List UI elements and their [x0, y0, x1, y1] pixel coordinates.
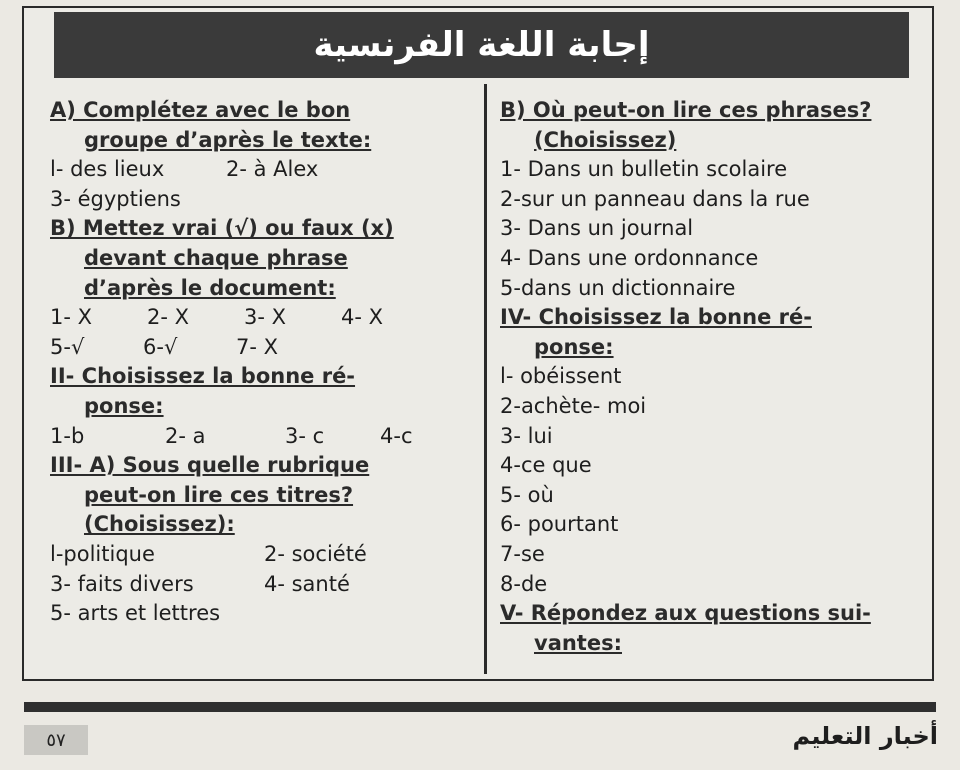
- answer-item: 3- égyptiens: [50, 186, 181, 211]
- section-b-row-2: [50, 333, 470, 363]
- answer-item: 3- faits divers: [50, 571, 194, 596]
- answer-item: 1- Dans un bulletin scolaire: [500, 157, 788, 182]
- answer-item: 4-c: [380, 423, 413, 448]
- answer-item: 8-de: [500, 571, 548, 596]
- right-column: [500, 96, 920, 658]
- section-b-row-1: [50, 303, 470, 333]
- answer-item: 7-se: [500, 541, 545, 566]
- section-v-heading-2: vantes:: [534, 630, 622, 655]
- section-b-heading-3: d’après le document:: [84, 275, 336, 300]
- answer-item: 5- où: [500, 482, 554, 507]
- section-ii-heading-2: ponse:: [84, 393, 164, 418]
- answer-item: l-politique: [50, 541, 155, 566]
- section-v-heading-1: V- Répondez aux questions sui-: [500, 601, 871, 626]
- answer-item: 7- X: [236, 334, 278, 359]
- left-column: [50, 96, 470, 629]
- answer-item: 5- arts et lettres: [50, 601, 221, 626]
- answer-item: 4- Dans une ordonnance: [500, 245, 759, 270]
- section-a-heading-2: groupe d’après le texte:: [84, 127, 372, 152]
- section-iii-heading-2: peut-on lire ces titres?: [84, 482, 354, 507]
- answer-item: 3- c: [285, 423, 325, 448]
- section-iv-heading-1: IV- Choisissez la bonne ré-: [500, 305, 812, 330]
- answer-item: 1-b: [50, 423, 85, 448]
- answer-item: l- des lieux: [50, 157, 165, 182]
- answer-item: 5-dans un dictionnaire: [500, 275, 736, 300]
- answer-item: 2- à Alex: [226, 157, 319, 182]
- section-iii-heading-1: III- A) Sous quelle rubrique: [50, 453, 370, 478]
- answer-item: 2- X: [147, 305, 189, 330]
- title-banner: [54, 12, 909, 78]
- section-iii-row-1: [50, 540, 470, 570]
- section-b-heading-2: devant chaque phrase: [84, 245, 348, 270]
- section-ii-heading-1: II- Choisissez la bonne ré-: [50, 364, 356, 389]
- page-number: ٥٧: [24, 725, 88, 755]
- answer-item: 6-√: [143, 334, 178, 359]
- section-b-heading-1: B) Mettez vrai (√) ou faux (x): [50, 216, 394, 241]
- answer-item: 3- X: [244, 305, 286, 330]
- answer-item: 4- santé: [264, 571, 350, 596]
- answer-item: 2- société: [264, 541, 367, 566]
- answer-item: 1- X: [50, 305, 92, 330]
- banner-title: إجابة اللغة الفرنسية: [313, 25, 650, 65]
- right-section-b-heading-2: (Choisissez): [534, 127, 677, 152]
- answer-item: 3- lui: [500, 423, 553, 448]
- answer-item: 5-√: [50, 334, 85, 359]
- section-a-heading-1: A) Complétez avec le bon: [50, 98, 351, 122]
- answer-item: l- obéissent: [500, 364, 622, 389]
- answer-item: 4- X: [341, 305, 383, 330]
- answer-item: 6- pourtant: [500, 512, 619, 537]
- right-section-b-heading-1: B) Où peut-on lire ces phrases?: [500, 98, 872, 122]
- answer-item: 2-sur un panneau dans la rue: [500, 186, 810, 211]
- section-ii-answers-row: [50, 422, 470, 452]
- section-a-answers-row: [50, 155, 470, 185]
- column-divider: [484, 84, 487, 674]
- answer-item: 2- a: [165, 423, 206, 448]
- answer-item: 2-achète- moi: [500, 393, 647, 418]
- answer-item: 4-ce que: [500, 453, 592, 478]
- section-iii-heading-3: (Choisissez):: [84, 512, 235, 537]
- section-iv-heading-2: ponse:: [534, 334, 614, 359]
- answer-item: 3- Dans un journal: [500, 216, 694, 241]
- publication-name: أخبار التعليم: [792, 722, 938, 750]
- footer-bar: [24, 702, 936, 712]
- section-iii-row-2: [50, 570, 470, 600]
